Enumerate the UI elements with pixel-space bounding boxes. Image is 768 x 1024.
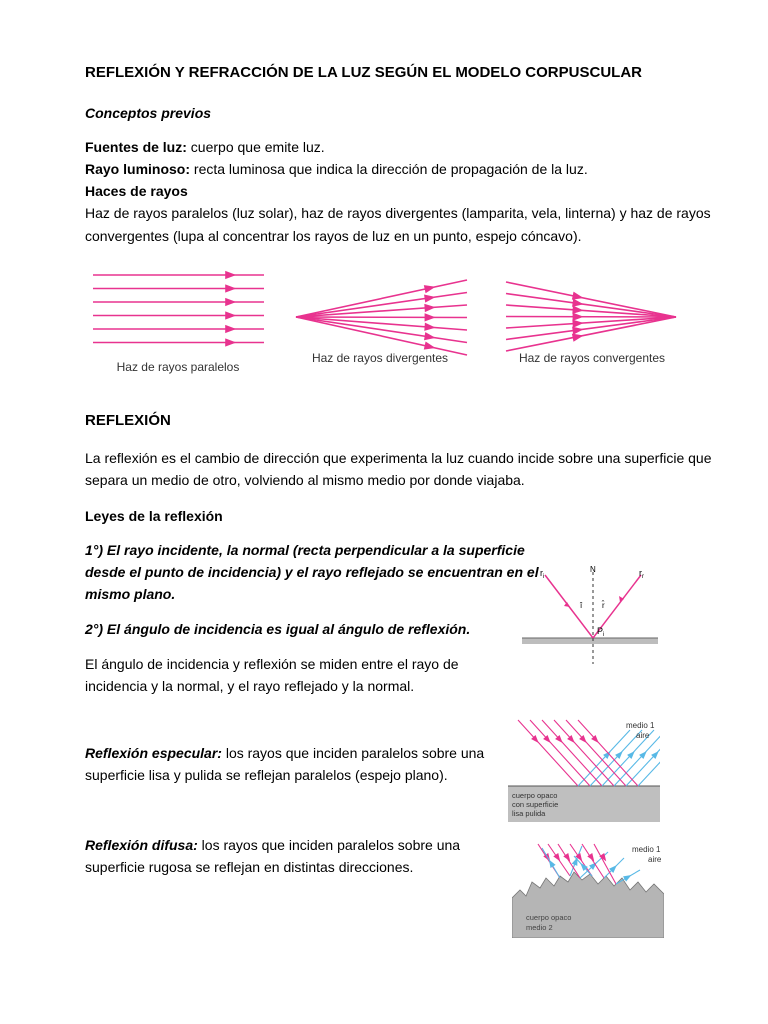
law1-line-3: mismo plano. [85, 586, 176, 602]
difusa-line-1 [85, 834, 460, 856]
divergent-ray-arrow-icon [425, 333, 434, 340]
convergent-rays [506, 282, 676, 351]
difusa-line-2: superficie rugosa se reflejan en distintas direcciones. [85, 859, 414, 875]
difusa-term: Reflexión difusa: [85, 837, 198, 853]
specular-reflection-figure [508, 716, 660, 822]
concepts-heading: Conceptos previos [85, 105, 212, 121]
diffuse-reflection-figure [512, 838, 664, 938]
law1-line-1: 1°) El rayo incidente, la normal (recta perpendicular a la superficie [85, 542, 525, 558]
fuentes-paragraph [85, 136, 325, 158]
especular-def: los rayos que inciden paralelos sobre una [221, 745, 485, 761]
convergent-ray-arrow-icon [573, 300, 582, 307]
diff-medio: medio 1 [632, 845, 661, 854]
divergent-ray [296, 317, 467, 318]
haces-heading: Haces de rayos [85, 183, 188, 199]
diff-aire: aire [648, 855, 662, 864]
label-ri: $r_i$ [540, 568, 545, 580]
convergent-ray-arrow-icon [573, 307, 581, 314]
parallel-ray-arrow-icon [226, 272, 234, 278]
convergent-ray-arrow-icon [573, 320, 581, 327]
especular-term: Reflexión especular: [85, 745, 222, 761]
reflected-arrow-icon [623, 872, 633, 881]
law1-line-2: desde el punto de incidencia) y el rayo reflejado se encuentran en el [85, 564, 539, 580]
convergent-ray [506, 317, 676, 318]
parallel-rays [93, 272, 264, 346]
label-rr: $r_r$ [639, 568, 644, 580]
label-n: N [590, 565, 596, 574]
diff-cuerpo-1: cuerpo opaco [526, 913, 572, 922]
beam-types-figure [88, 265, 688, 380]
rayo-term: Rayo luminoso: [85, 161, 191, 177]
convergent-ray [506, 317, 676, 340]
spec-medio: medio 1 [626, 721, 655, 730]
divergent-ray-arrow-icon [425, 304, 433, 311]
divergent-ray [296, 317, 467, 343]
spec-cuerpo-2: con superficie [512, 800, 559, 809]
angles-line-2: incidencia y la normal, y el rayo reflejado y la normal. [85, 678, 415, 694]
label-angle-i: î [580, 601, 583, 610]
page-title: REFLEXIÓN Y REFRACCIÓN DE LA LUZ SEGÚN EL MODELO CORPUSCULAR [85, 64, 642, 81]
parallel-ray-arrow-icon [226, 326, 234, 332]
parallel-ray-arrow-icon [226, 340, 234, 346]
rayo-def: recta luminosa que indica la dirección de propagación de la luz. [190, 161, 588, 177]
incident-ray [542, 720, 602, 786]
haces-line-1: Haz de rayos paralelos (luz solar), haz de rayos divergentes (lamparita, vela, linterna) y haz de rayos [85, 205, 711, 221]
caption-paralelos: Haz de rayos paralelos [116, 360, 240, 374]
parallel-ray-arrow-icon [226, 286, 234, 292]
divergent-ray-arrow-icon [425, 284, 434, 292]
incident-ray [554, 720, 614, 786]
divergent-ray-arrow-icon [425, 324, 433, 331]
divergent-ray-arrow-icon [425, 343, 434, 351]
caption-convergentes: Haz de rayos convergentes [518, 351, 666, 365]
fuentes-def: cuerpo que emite luz. [186, 139, 325, 155]
fuentes-term: Fuentes de luz: [85, 139, 187, 155]
incident-ray [566, 720, 626, 786]
especular-line-1 [85, 742, 484, 764]
incident-arrow-icon [564, 602, 570, 607]
convergent-ray [506, 294, 676, 318]
divergent-rays [296, 280, 467, 355]
convergent-ray-arrow-icon [573, 327, 582, 334]
spec-cuerpo-1: cuerpo opaco [512, 791, 558, 800]
rayo-paragraph [85, 158, 588, 180]
reflexion-intro-2: separa un medio de otro, volviendo al mismo medio por donde viajaba. [85, 472, 525, 488]
incident-ray [518, 720, 578, 786]
angles-line-1: El ángulo de incidencia y reflexión se miden entre el rayo de [85, 656, 459, 672]
parallel-ray-arrow-icon [226, 299, 234, 305]
spec-aire: aire [636, 731, 650, 740]
divergent-ray-arrow-icon [425, 294, 434, 301]
label-angle-r: r̂ [602, 601, 605, 610]
parallel-ray-arrow-icon [226, 313, 234, 319]
convergent-ray-arrow-icon [573, 333, 582, 340]
diff-cuerpo-2: medio 2 [526, 923, 553, 932]
reflexion-heading: REFLEXIÓN [85, 412, 171, 429]
reflection-law-figure [510, 560, 660, 670]
law2: 2°) El ángulo de incidencia es igual al ángulo de reflexión. [85, 621, 471, 637]
laws-heading: Leyes de la reflexión [85, 508, 223, 524]
haces-line-2: convergentes (lupa al concentrar los rayos de luz en un punto, espejo cóncavo). [85, 228, 582, 244]
divergent-ray [296, 293, 467, 318]
especular-line-2: superficie lisa y pulida se reflejan paralelos (espejo plano). [85, 767, 448, 783]
divergent-ray-arrow-icon [425, 314, 433, 320]
caption-divergentes: Haz de rayos divergentes [311, 351, 449, 365]
convergent-ray-arrow-icon [573, 314, 581, 320]
mirror-surface [522, 638, 658, 644]
incident-ray [530, 720, 590, 786]
spec-cuerpo-3: lisa pulida [512, 809, 546, 818]
difusa-def: los rayos que inciden paralelos sobre una [197, 837, 461, 853]
label-p: $P_i$ [597, 626, 605, 638]
reflexion-intro-1: La reflexión es el cambio de dirección que experimenta la luz cuando incide sobre una superficie que [85, 450, 712, 466]
